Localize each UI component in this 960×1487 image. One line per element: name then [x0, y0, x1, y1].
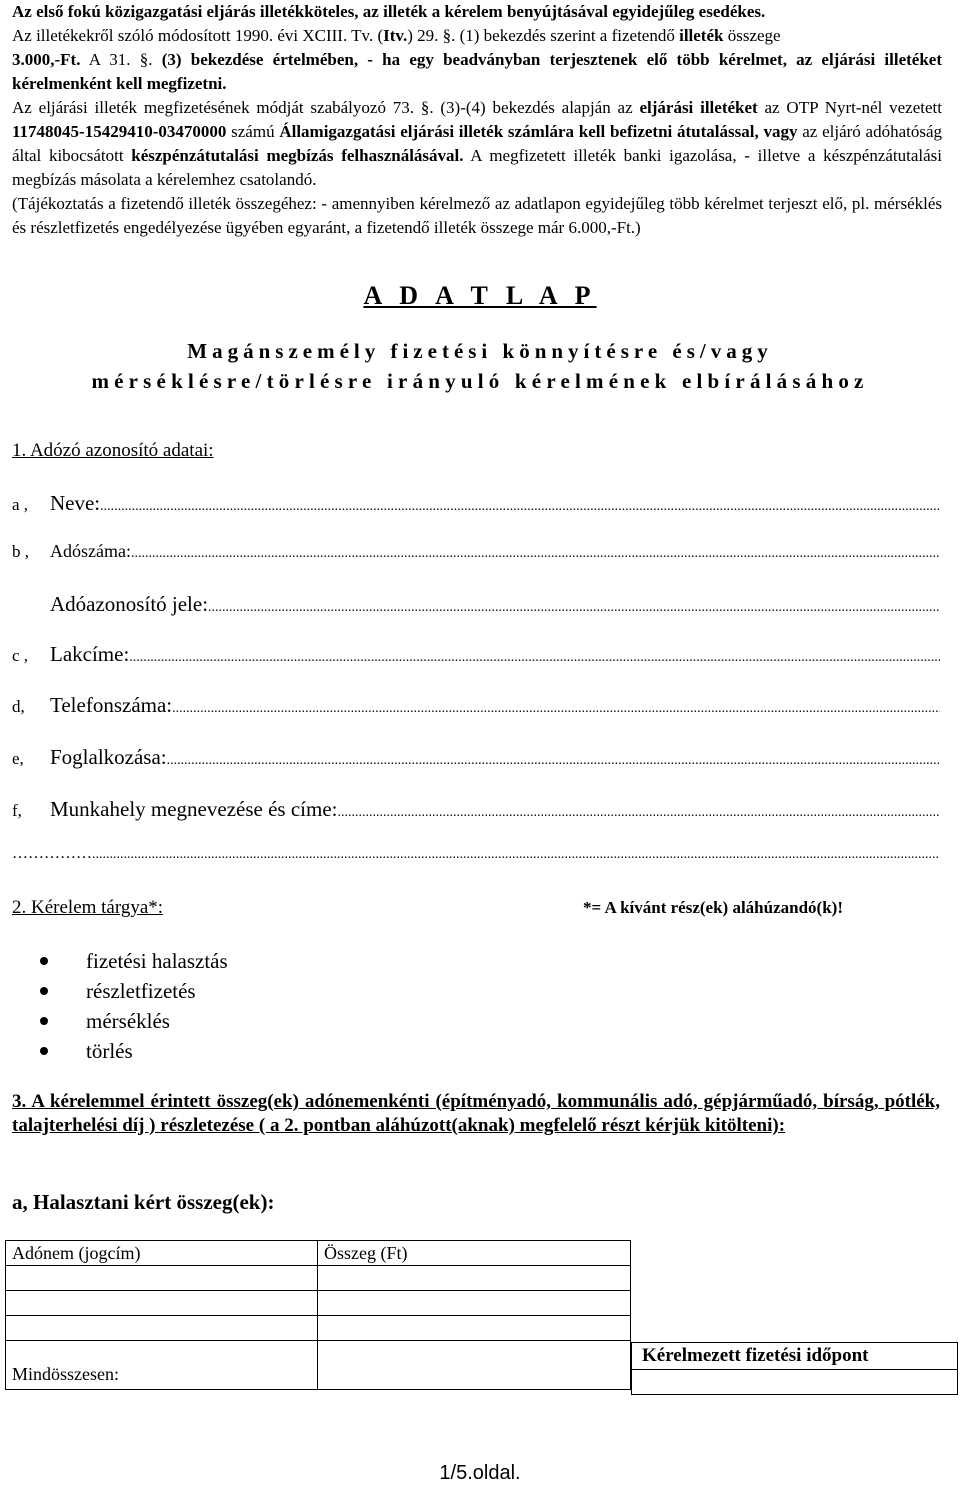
- table-cell[interactable]: [318, 1316, 631, 1341]
- table-cell[interactable]: [318, 1291, 631, 1316]
- list-item[interactable]: részletfizetés: [40, 976, 228, 1006]
- table-row: [632, 1343, 958, 1370]
- table-cell[interactable]: [6, 1291, 318, 1316]
- table-row: [6, 1291, 631, 1316]
- table-cell[interactable]: [6, 1266, 318, 1291]
- table-row: [6, 1266, 631, 1291]
- table-header-amount: Összeg (Ft): [318, 1241, 631, 1266]
- field-phone[interactable]: d, Telefonszáma: .....: [12, 693, 940, 718]
- intro-line-1: Az első fokú közigazgatási eljárás illetékköteles, az illeték a kérelem benyújtásával egyidejűleg esedékes.: [12, 2, 766, 21]
- form-subtitle-2: mérséklésre/törlésre irányuló kérelmének elbírálásához: [91, 369, 869, 393]
- form-title: A D A T L A P: [363, 281, 597, 310]
- section-2-heading: 2. Kérelem tárgya*:: [12, 897, 164, 918]
- bullet-icon: [40, 1017, 48, 1025]
- table-cell[interactable]: [632, 1370, 958, 1395]
- field-name[interactable]: a , Neve: .....: [12, 491, 940, 516]
- payment-date-header: Kérelmezett fizetési időpont: [632, 1343, 958, 1370]
- section-3a-heading: a, Halasztani kért összeg(ek):: [12, 1190, 275, 1214]
- deferral-table: [5, 1240, 631, 1390]
- table-row: [6, 1241, 631, 1266]
- bullet-icon: [40, 1047, 48, 1055]
- intro-paragraph-2: Az eljárási illeték megfizetésének módját szabályozó 73. §. (3)-(4) bekezdés alapján az eljárási illetéket az OTP Nyrt-nél vezetett 11748045-15429410-03470000 számú Államigazgatási eljárási illeték számlára kell befizetni átutalással, vagy az eljáró adóhatóság által kibocsátott készpénzátutalási megbízás felhasználásával. A megfizetett illeték banki igazolása, - illetve a készpénzátutalási megbízás másolata a kérelemhez csatolandó.: [12, 98, 943, 189]
- field-tax-number[interactable]: b , Adószáma: .....: [12, 541, 940, 562]
- bullet-icon: [40, 957, 48, 965]
- intro-text: [12, 0, 942, 240]
- intro-line-2: Az illetékekről szóló módosított 1990. évi XCIII. Tv. (Itv.) 29. §. (1) bekezdés szerint a fizetendő illeték összege: [12, 26, 781, 45]
- section-1-heading: 1. Adózó azonosító adatai:: [12, 440, 214, 461]
- field-address[interactable]: c , Lakcíme: .....: [12, 642, 940, 667]
- table-total-label: Mindösszesen:: [6, 1341, 318, 1390]
- field-occupation[interactable]: e, Foglalkozása: .....: [12, 745, 940, 770]
- list-item[interactable]: mérséklés: [40, 1006, 228, 1036]
- intro-line-3: 3.000,-Ft. A 31. §. (3) bekezdése értelmében, - ha egy beadványban terjesztenek elő több kérelmet, az eljárási illetéket kérelmenként kell megfizetni.: [12, 50, 943, 93]
- table-cell[interactable]: [318, 1266, 631, 1291]
- form-subtitle-1: Magánszemély fizetési könnyítésre és/vagy: [187, 339, 773, 363]
- payment-date-table: [631, 1342, 958, 1395]
- table-row: [6, 1341, 631, 1390]
- table-cell[interactable]: [6, 1316, 318, 1341]
- request-subject-list: [40, 946, 228, 1066]
- table-row: [632, 1370, 958, 1395]
- list-item[interactable]: törlés: [40, 1036, 228, 1066]
- table-header-tax-type: Adónem (jogcím): [6, 1241, 318, 1266]
- field-tax-id[interactable]: Adóazonosító jele: .....: [12, 592, 940, 617]
- bullet-icon: [40, 987, 48, 995]
- table-row: [6, 1316, 631, 1341]
- table-total-cell[interactable]: [318, 1341, 631, 1390]
- field-workplace[interactable]: f, Munkahely megnevezése és címe: .....: [12, 797, 940, 822]
- section-3-heading: 3. A kérelemmel érintett összeg(ek) adónemenkénti (építményadó, kommunális adó, gépjárműadó, bírság, pótlék, talajterhelési díj ) részletezése ( a 2. pontban aláhúzott(aknak) megfelelő részt kérjük kitölteni):: [12, 1091, 940, 1136]
- underline-note: *= A kívánt rész(ek) aláhúzandó(k)!: [583, 898, 843, 917]
- intro-paragraph-3: (Tájékoztatás a fizetendő illeték összegéhez: - amennyiben kérelmező az adatlapon egyidejűleg több kérelmet terjeszt elő, pl. mérséklés és részletfizetés engedélyezése ügyében egyaránt, a fizetendő illeték összege már 6.000,-Ft.): [12, 194, 942, 237]
- field-workplace-continuation[interactable]: …………… .....: [12, 845, 940, 863]
- list-item[interactable]: fizetési halasztás: [40, 946, 228, 976]
- page-number: 1/5.oldal.: [439, 1462, 521, 1484]
